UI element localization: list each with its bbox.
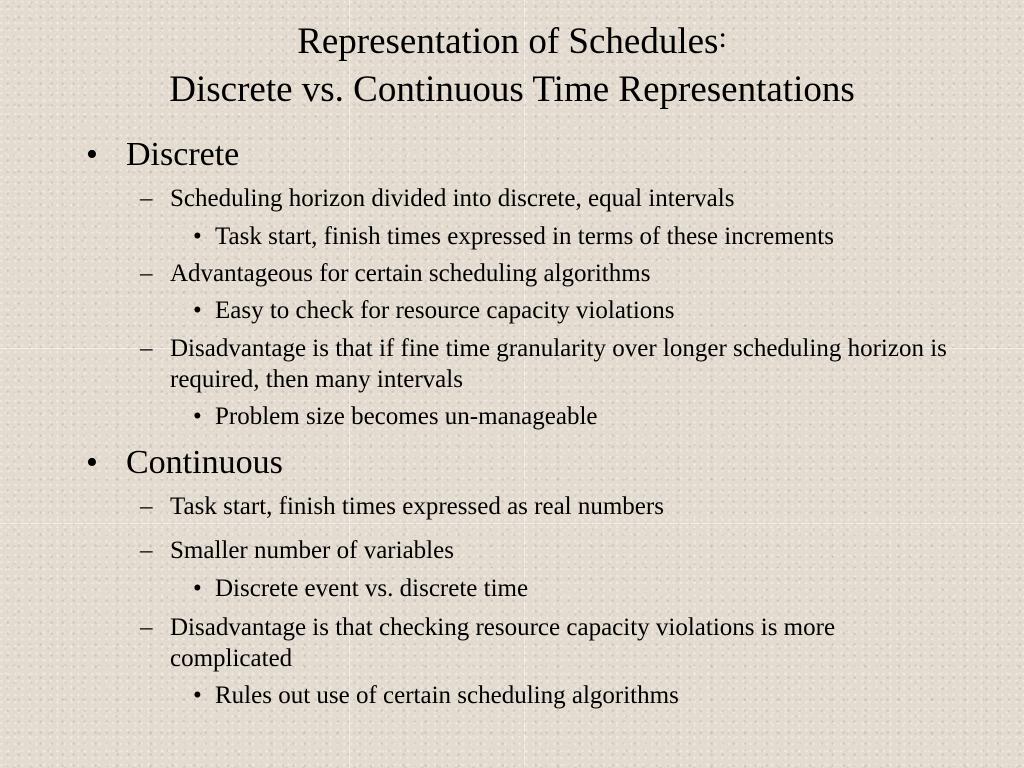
list-item-text: Task start, finish times expressed as real numbers (170, 493, 664, 520)
list-item-text: Discrete event vs. discrete time (215, 575, 529, 602)
dash-marker: – (140, 260, 153, 287)
bullet-marker: • (193, 297, 202, 324)
list-item-text: Problem size becomes un-manageable (215, 403, 598, 430)
bullet-marker: • (86, 444, 98, 481)
list-item-text: Rules out use of certain scheduling algorithms (215, 682, 679, 709)
list-item-text: Easy to check for resource capacity violations (215, 297, 675, 324)
list-item-text: Smaller number of variables (170, 537, 454, 564)
bullet-marker: • (193, 403, 202, 430)
dash-marker: – (140, 493, 153, 520)
bullet-marker: • (86, 136, 98, 173)
bullet-marker: • (193, 575, 202, 602)
title-line-1: Representation of Schedules: (297, 21, 727, 62)
list-item-text: Disadvantage is that checking resource capacity violations is more complicated (170, 614, 836, 672)
title-line-2: Discrete vs. Continuous Time Representations (169, 69, 855, 110)
list-item-text: Disadvantage is that if fine time granularity over longer scheduling horizon is required, then many intervals (170, 335, 947, 393)
list-item-text: Scheduling horizon divided into discrete, equal intervals (170, 185, 735, 212)
list-item-text: Task start, finish times expressed in terms of these increments (215, 223, 834, 250)
dash-marker: – (140, 614, 153, 641)
bullet-marker: • (193, 223, 202, 250)
dash-marker: – (140, 185, 153, 212)
bullet-marker: • (193, 682, 202, 709)
list-item-text: Discrete (126, 136, 240, 173)
list-item-text: Advantageous for certain scheduling algorithms (170, 260, 651, 287)
dash-marker: – (140, 537, 153, 564)
list-item-text: Continuous (126, 444, 283, 481)
dash-marker: – (140, 335, 153, 362)
